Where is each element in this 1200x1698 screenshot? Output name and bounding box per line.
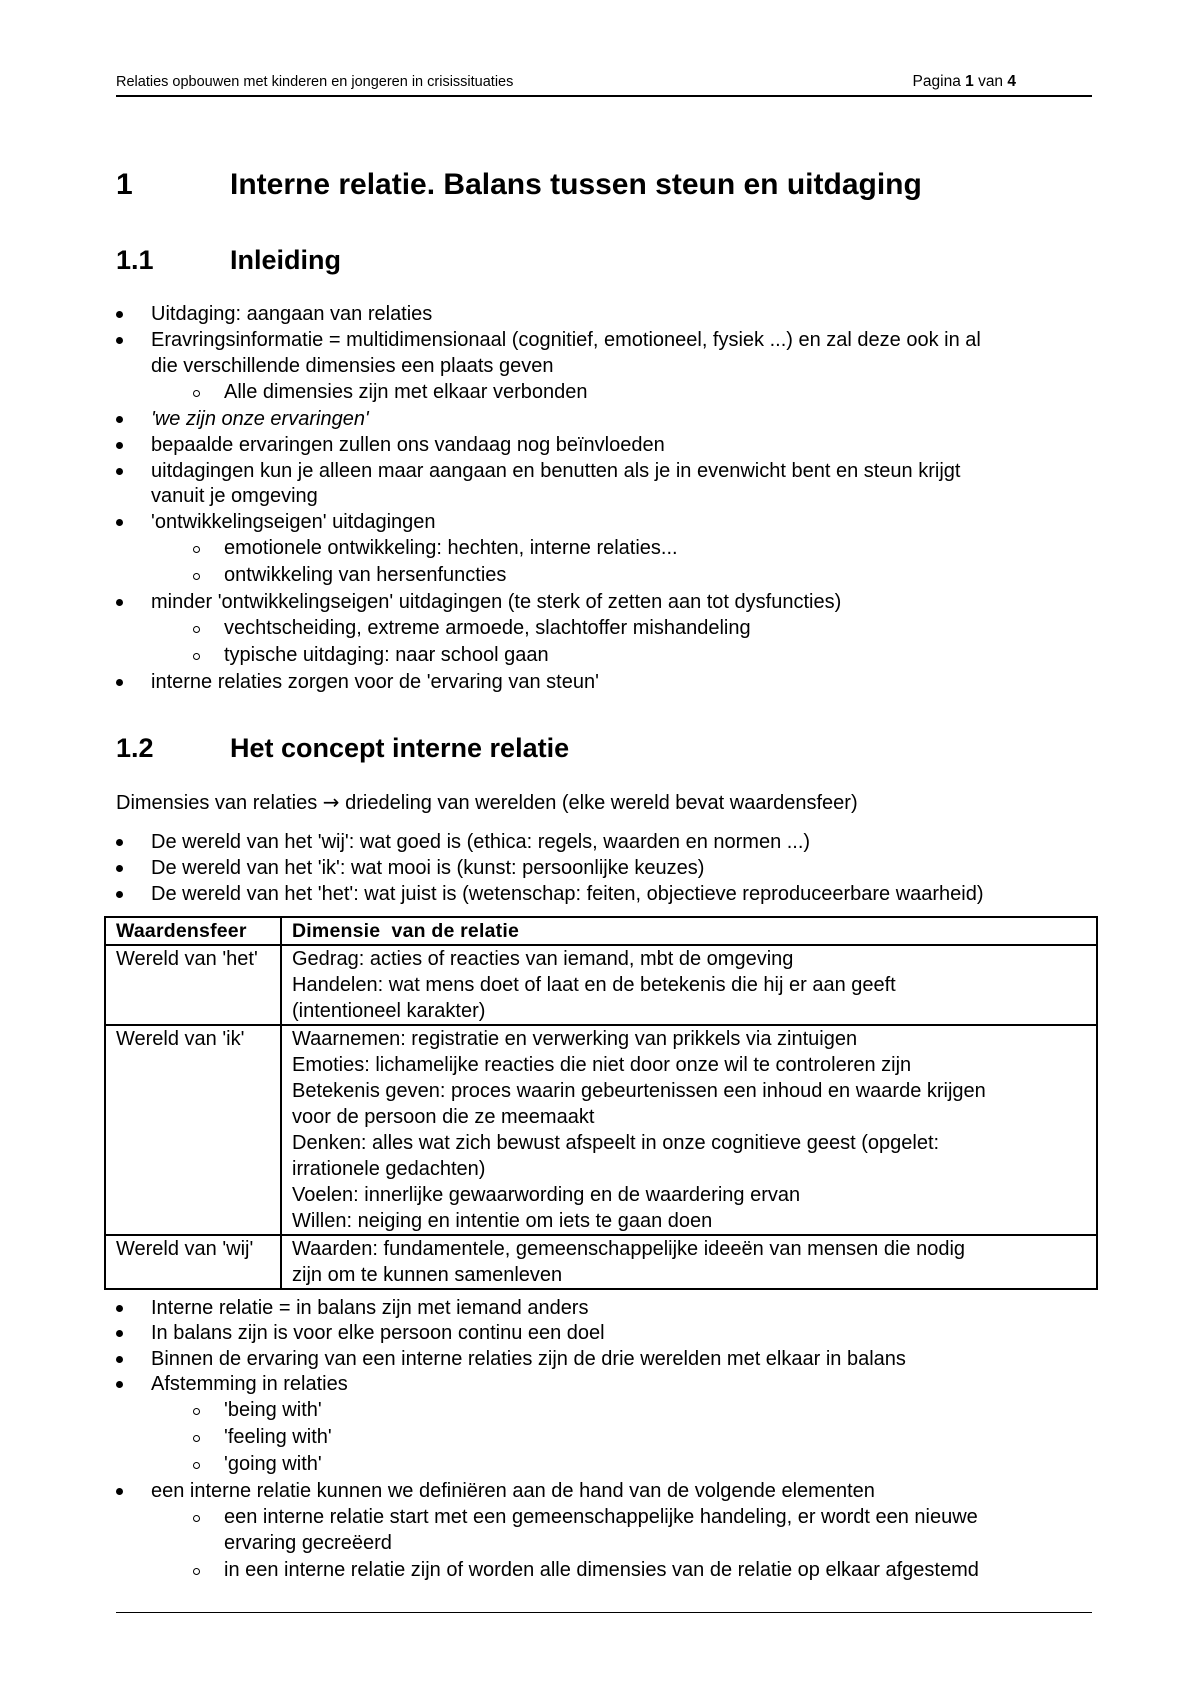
list-item-continuation: die verschillende dimensies een plaats geven xyxy=(151,355,554,377)
bullet-dot xyxy=(116,1305,123,1312)
sub-list-item: 'being with' xyxy=(224,1399,322,1421)
sub-list-item: ontwikkeling van hersenfuncties xyxy=(224,564,507,586)
bullet-dot xyxy=(116,679,123,686)
sub-bullet-circle xyxy=(193,626,200,633)
sub-bullet-circle xyxy=(193,653,200,660)
bullet-dot xyxy=(116,519,123,526)
list-item: Interne relatie = in balans zijn met iemand anders xyxy=(151,1297,589,1319)
sub-list-item: een interne relatie start met een gemeenschappelijke handeling, er wordt een nieuwe xyxy=(224,1506,978,1528)
sub-bullet-circle xyxy=(193,1515,200,1522)
sub-list-item: in een interne relatie zijn of worden alle dimensies van de relatie op elkaar afgestemd xyxy=(224,1559,979,1581)
list-item: Eravringsinformatie = multidimensionaal (cognitief, emotioneel, fysiek ...) en zal deze ook in al xyxy=(151,329,981,351)
list-item: De wereld van het 'wij': wat goed is (ethica: regels, waarden en normen ...) xyxy=(151,831,811,853)
bullet-dot xyxy=(116,1488,123,1495)
bullet-dot xyxy=(116,1381,123,1388)
list-item: De wereld van het 'het': wat juist is (wetenschap: feiten, objectieve reproduceerbare waarheid) xyxy=(151,883,984,905)
table-cell: Waarden: fundamentele, gemeenschappelijke ideeën van mensen die nodig zijn om te kunnen samenleven xyxy=(281,1235,1097,1289)
list-item: Binnen de ervaring van een interne relaties zijn de drie werelden met elkaar in balans xyxy=(151,1348,906,1370)
list-item: Afstemming in relaties xyxy=(151,1373,348,1395)
sub-bullet-circle xyxy=(193,1408,200,1415)
bullet-dot xyxy=(116,1330,123,1337)
list-item: In balans zijn is voor elke persoon continu een doel xyxy=(151,1322,605,1344)
bullet-dot xyxy=(116,468,123,475)
list-item: bepaalde ervaringen zullen ons vandaag nog beïnvloeden xyxy=(151,434,665,456)
list-item: Uitdaging: aangaan van relaties xyxy=(151,303,433,325)
sub-list-item-continuation: ervaring gecreëerd xyxy=(224,1532,392,1554)
table-cell: Wereld van 'het' xyxy=(105,945,281,1025)
chapter-heading: 1 Interne relatie. Balans tussen steun en uitdaging xyxy=(116,168,922,201)
table-row xyxy=(105,1235,1097,1289)
bullet-dot xyxy=(116,442,123,449)
page-number: Pagina 1 van 4 xyxy=(912,73,1016,90)
sub-list-item: Alle dimensies zijn met elkaar verbonden xyxy=(224,381,588,403)
list-item: De wereld van het 'ik': wat mooi is (kunst: persoonlijke keuzes) xyxy=(151,857,705,879)
table-row xyxy=(105,1025,1097,1235)
sub-bullet-circle xyxy=(193,1435,200,1442)
column-header: Waardensfeer xyxy=(105,917,281,945)
sub-bullet-circle xyxy=(193,546,200,553)
table-cell: Waarnemen: registratie en verwerking van prikkels via zintuigen Emoties: lichamelijke reacties die niet door onze wil te controleren zijn Betekenis geven: proces waarin gebeurtenissen een inhoud en waarde krijgen voor de persoon die ze meemaakt Denken: alles wat zich bewust afspeelt in onze cognitieve geest (opgelet: irrationele gedachten) Voelen: innerlijke gewaarwording en de waardering ervan Willen: neiging en intentie om iets te gaan doen xyxy=(281,1025,1097,1235)
sub-list-item: 'feeling with' xyxy=(224,1426,332,1448)
sub-bullet-circle xyxy=(193,390,200,397)
list-item: minder 'ontwikkelingseigen' uitdagingen (te sterk of zetten aan tot dysfuncties) xyxy=(151,591,842,613)
sub-list-item: emotionele ontwikkeling: hechten, interne relaties... xyxy=(224,537,678,559)
page-header xyxy=(116,73,1092,97)
section-heading-inleiding: 1.1 Inleiding xyxy=(116,245,341,275)
bullet-dot xyxy=(116,599,123,606)
sub-bullet-circle xyxy=(193,1568,200,1575)
bullet-dot xyxy=(116,311,123,318)
bullet-dot xyxy=(116,416,123,423)
table-header-row xyxy=(105,917,1097,945)
list-item: een interne relatie kunnen we definiëren aan de hand van de volgende elementen xyxy=(151,1480,875,1502)
list-item: 'we zijn onze ervaringen' xyxy=(151,408,369,430)
arrow-right-icon: → xyxy=(322,790,340,814)
bullet-dot xyxy=(116,865,123,872)
list-item: interne relaties zorgen voor de 'ervaring van steun' xyxy=(151,671,599,693)
sub-bullet-circle xyxy=(193,1462,200,1469)
sub-bullet-circle xyxy=(193,573,200,580)
header-title: Relaties opbouwen met kinderen en jongeren in crisissituaties xyxy=(116,74,514,90)
bullet-dot xyxy=(116,891,123,898)
bullet-dot xyxy=(116,337,123,344)
list-item: 'ontwikkelingseigen' uitdagingen xyxy=(151,511,436,533)
section-heading-concept: 1.2 Het concept interne relatie xyxy=(116,733,570,763)
table-cell: Wereld van 'wij' xyxy=(105,1235,281,1289)
column-header: Dimensie van de relatie xyxy=(281,917,1097,945)
bullet-dot xyxy=(116,839,123,846)
waardensfeer-table xyxy=(104,916,1098,1290)
sub-list-item: vechtscheiding, extreme armoede, slachtoffer mishandeling xyxy=(224,617,751,639)
footer-rule xyxy=(116,1612,1092,1613)
table-cell: Wereld van 'ik' xyxy=(105,1025,281,1235)
list-item: uitdagingen kun je alleen maar aangaan en benutten als je in evenwicht bent en steun krijgt xyxy=(151,460,961,482)
sub-list-item: typische uitdaging: naar school gaan xyxy=(224,644,549,666)
sub-list-item: 'going with' xyxy=(224,1453,322,1475)
table-row xyxy=(105,945,1097,1025)
table-cell: Gedrag: acties of reacties van iemand, mbt de omgeving Handelen: wat mens doet of laat en de betekenis die hij er aan geeft (intentioneel karakter) xyxy=(281,945,1097,1025)
list-item-continuation: vanuit je omgeving xyxy=(151,485,318,507)
intro-paragraph: Dimensies van relaties → driedeling van werelden (elke wereld bevat waardensfeer) xyxy=(116,790,858,814)
bullet-dot xyxy=(116,1356,123,1363)
